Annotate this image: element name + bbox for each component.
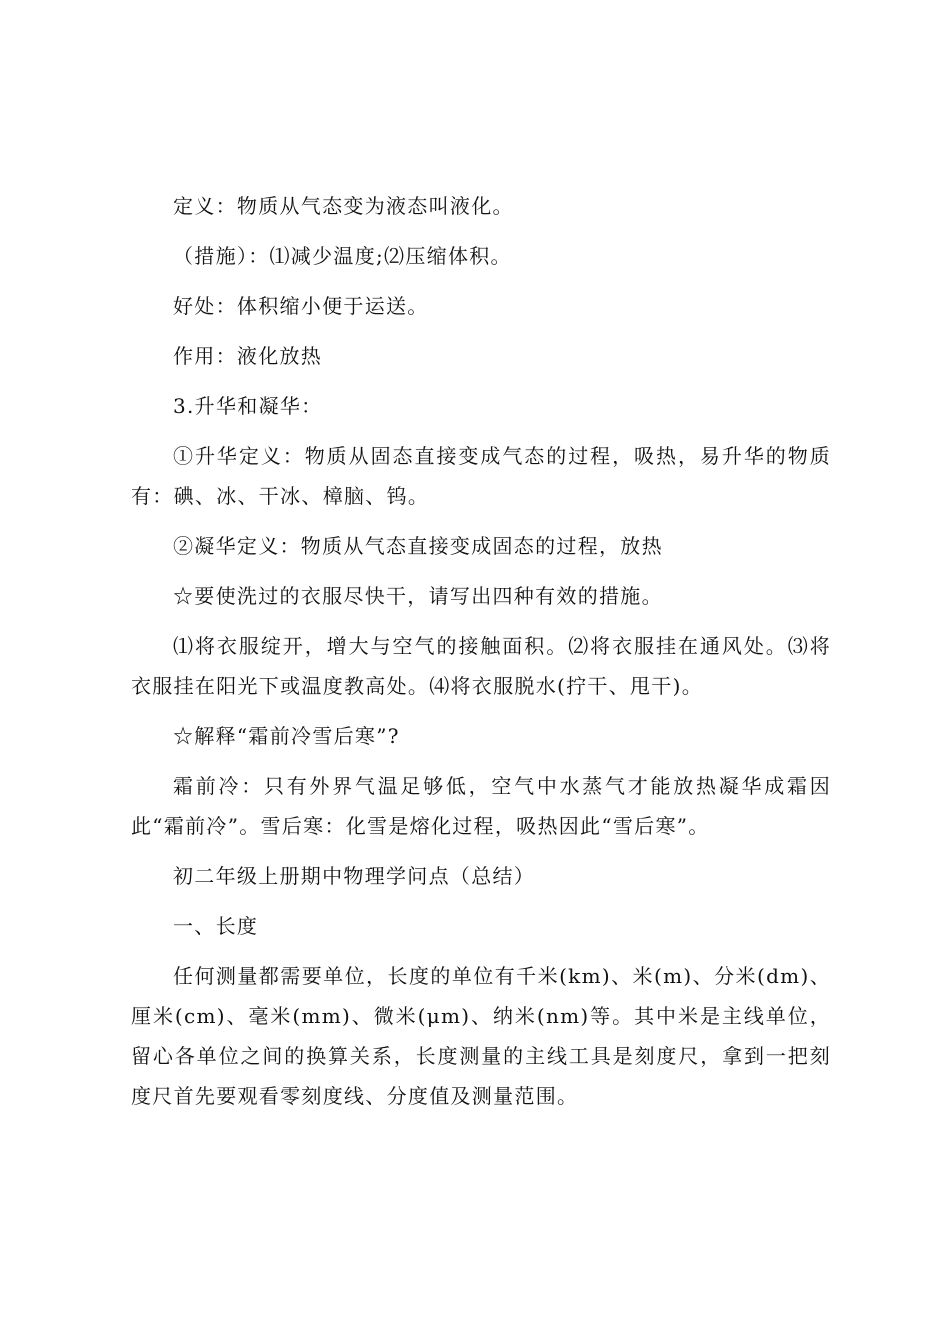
section-heading-sublimation: 3.升华和凝华： — [173, 394, 323, 418]
paragraph-length-units: 任何测量都需要单位，长度的单位有千米(km)、米(m)、分米(dm)、厘米(cm)、毫米(mm)、微米(μm)、纳米(nm)等。其中米是主线单位，留心各单位之间的换算关系，长度测量的主线工具是刻度尺，拿到一把刻度尺首先要观看零刻度线、分度值及测量范围。 — [131, 964, 831, 1108]
answer-drying-clothes: ⑴将衣服绽开，增大与空气的接触面积。⑵将衣服挂在通风处。⑶将衣服挂在阳光下或温度教高处。⑷将衣服脱水(拧干、甩干)。 — [131, 634, 831, 698]
paragraph-liquefaction-benefit: 好处：体积缩小便于运送。 — [173, 294, 429, 318]
document-body — [131, 186, 831, 1126]
question-drying-clothes: ☆要使洗过的衣服尽快干，请写出四种有效的措施。 — [173, 584, 663, 608]
paragraph-deposition-definition: ②凝华定义：物质从气态直接变成固态的过程，放热 — [173, 534, 663, 558]
section-title-midterm-summary: 初二年级上册期中物理学问点（总结） — [173, 864, 536, 888]
section-heading-length: 一、长度 — [173, 914, 259, 938]
paragraph-sublimation-definition: ①升华定义：物质从固态直接变成气态的过程，吸热，易升华的物质有：碘、冰、干冰、樟脑、钨。 — [131, 444, 831, 508]
paragraph-liquefaction-definition: 定义：物质从气态变为液态叫液化。 — [173, 194, 514, 218]
paragraph-liquefaction-effect: 作用：液化放热 — [173, 344, 323, 368]
answer-frost-snow: 霜前冷：只有外界气温足够低，空气中水蒸气才能放热凝华成霜因此“霜前冷”。雪后寒：化雪是熔化过程，吸热因此“雪后寒”。 — [131, 774, 831, 838]
question-frost-snow: ☆解释“霜前冷雪后寒”? — [173, 724, 400, 748]
paragraph-liquefaction-measures: （措施）：⑴减少温度;⑵压缩体积。 — [173, 244, 512, 268]
